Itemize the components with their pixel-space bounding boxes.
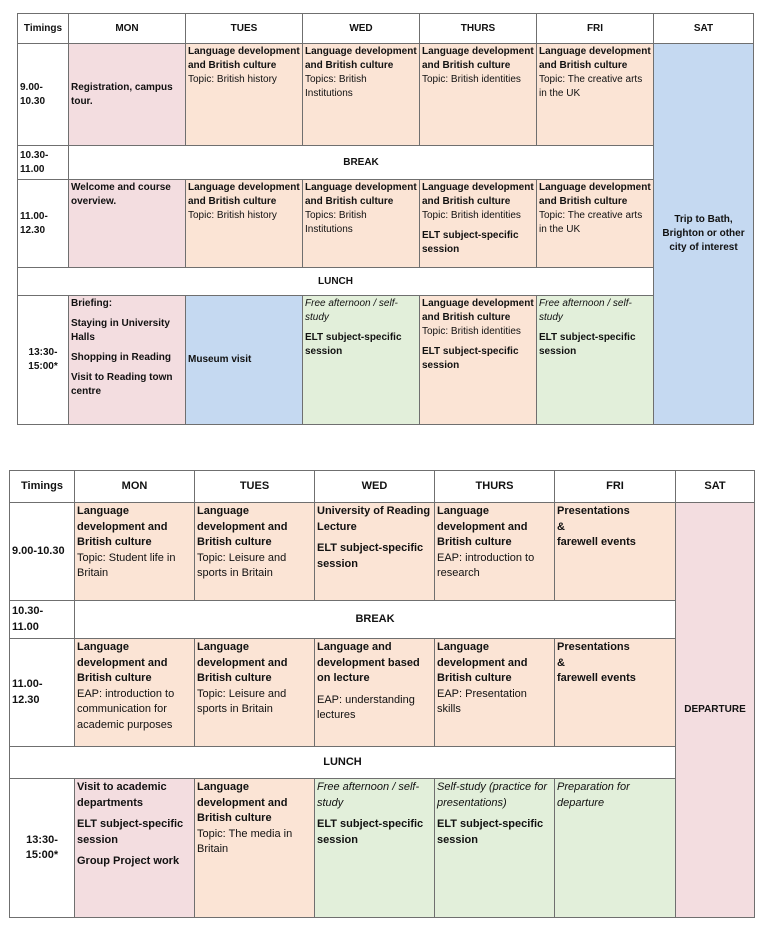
session-item: ELT subject-specific session xyxy=(77,818,184,846)
slot-time: 10.30- 11.00 xyxy=(9,600,75,639)
session-topic: Topic: The creative arts in the UK xyxy=(539,74,643,99)
session-title: Museum visit xyxy=(188,354,252,365)
session-extra: ELT subject-specific session xyxy=(317,542,424,570)
header-sat: SAT xyxy=(675,470,755,503)
slot-time: 10.30- 11.00 xyxy=(17,145,69,180)
tues-session xyxy=(185,295,303,425)
header-timings: Timings xyxy=(17,13,69,44)
session-topic: Topic: The creative arts in the UK xyxy=(539,210,643,235)
session-item: Visit to Reading town centre xyxy=(71,372,173,397)
mon-session xyxy=(74,638,195,747)
session-item: Group Project work xyxy=(77,855,180,867)
break-band: BREAK xyxy=(68,145,654,180)
session-title: Language development and British culture xyxy=(539,46,651,71)
tues-session xyxy=(194,502,315,601)
lunch-band: LUNCH xyxy=(17,267,654,296)
slot-time: 13:30- 15:00* xyxy=(9,778,75,918)
mon-session xyxy=(68,179,186,268)
session-title: Welcome and course overview. xyxy=(71,182,171,207)
session-title: farewell events xyxy=(557,672,636,684)
session-title: Language development and British culture xyxy=(197,641,288,684)
session-title: Self-study (practice for presentations) xyxy=(437,781,548,809)
session-title: Language development and British culture xyxy=(422,46,534,71)
session-topic: EAP: Presentation skills xyxy=(437,687,527,715)
session-topic: Topic: Leisure and sports in Britain xyxy=(197,551,287,579)
sat-trip-label: Trip to Bath, Brighton or other city of interest xyxy=(662,214,745,253)
session-title: Visit to academic departments xyxy=(77,781,167,809)
session-topic: Topics: British Institutions xyxy=(305,74,367,99)
session-topic: EAP: introduction to research xyxy=(437,551,535,579)
wed-session xyxy=(314,638,435,747)
header-thurs: THURS xyxy=(419,13,537,44)
mon-session xyxy=(74,502,195,601)
session-extra: ELT subject-specific session xyxy=(422,230,519,255)
sat-departure-label: DEPARTURE xyxy=(684,704,746,716)
tues-session xyxy=(185,43,303,146)
tues-session xyxy=(194,638,315,747)
session-title: Language development and British culture xyxy=(305,182,417,207)
wed-session xyxy=(314,778,435,918)
header-fri: FRI xyxy=(536,13,654,44)
session-title: Free afternoon / self-study xyxy=(317,781,420,809)
mon-session xyxy=(74,778,195,918)
session-title: Language development and British culture xyxy=(188,182,300,207)
wed-session xyxy=(302,43,420,146)
session-extra: ELT subject-specific session xyxy=(305,332,402,357)
session-extra: ELT subject-specific session xyxy=(437,818,544,846)
session-topic: Topic: British history xyxy=(188,74,277,85)
session-topic: Topic: British identities xyxy=(422,74,521,85)
session-title: Free afternoon / self-study xyxy=(305,298,398,323)
session-topic: Topic: British identities xyxy=(422,326,521,337)
slot-time: 9.00- 10.30 xyxy=(17,43,69,146)
session-title: Briefing: xyxy=(71,298,113,309)
thurs-session xyxy=(434,638,555,747)
session-extra: ELT subject-specific session xyxy=(317,818,424,846)
header-wed: WED xyxy=(314,470,435,503)
tues-session xyxy=(194,778,315,918)
header-sat: SAT xyxy=(653,13,754,44)
session-title: & xyxy=(557,656,565,669)
header-tues: TUES xyxy=(194,470,315,503)
session-topic: Topic: The media in Britain xyxy=(197,827,293,855)
session-topic: EAP: understanding lectures xyxy=(317,693,415,721)
header-timings: Timings xyxy=(9,470,75,503)
session-title: Language development and British culture xyxy=(539,182,651,207)
session-title: Language and development based on lecture xyxy=(317,641,420,684)
wed-session xyxy=(302,295,420,425)
sat-trip xyxy=(653,43,754,425)
mon-session xyxy=(68,295,186,425)
header-thurs: THURS xyxy=(434,470,555,503)
break-band: BREAK xyxy=(74,600,676,639)
fri-session xyxy=(554,638,676,747)
session-title: Preparation for departure xyxy=(557,781,630,809)
session-title: University of Reading Lecture xyxy=(317,505,431,533)
tues-session xyxy=(185,179,303,268)
sat-departure xyxy=(675,502,755,918)
slot-time: 13:30- 15:00* xyxy=(17,295,69,425)
wed-session xyxy=(302,179,420,268)
session-topic: Topic: British identities xyxy=(422,210,521,221)
fri-session xyxy=(554,778,676,918)
thurs-session xyxy=(419,179,537,268)
session-title: Language development and British culture xyxy=(422,182,534,207)
header-mon: MON xyxy=(68,13,186,44)
session-title: Language development and British culture xyxy=(197,781,288,824)
session-title: Language development and British culture xyxy=(77,505,168,548)
session-item: Staying in University Halls xyxy=(71,318,170,343)
session-title: Language development and British culture xyxy=(437,641,528,684)
session-title: Language development and British culture xyxy=(422,298,534,323)
header-tues: TUES xyxy=(185,13,303,44)
session-topic: EAP: introduction to communication for academic purposes xyxy=(77,687,175,731)
session-title: Presentations xyxy=(557,505,630,517)
fri-session xyxy=(554,502,676,601)
fri-session xyxy=(536,295,654,425)
session-title: Language development and British culture xyxy=(305,46,417,71)
wed-session xyxy=(314,502,435,601)
lunch-band: LUNCH xyxy=(9,746,676,779)
thurs-session xyxy=(419,295,537,425)
session-item: Shopping in Reading xyxy=(71,352,171,363)
session-title: farewell events xyxy=(557,536,636,548)
mon-session xyxy=(68,43,186,146)
session-title: Registration, campus tour. xyxy=(71,81,173,107)
fri-session xyxy=(536,179,654,268)
session-title: Free afternoon / self-study xyxy=(539,298,632,323)
thurs-session xyxy=(434,778,555,918)
header-fri: FRI xyxy=(554,470,676,503)
header-wed: WED xyxy=(302,13,420,44)
session-topic: Topic: Student life in Britain xyxy=(77,551,176,579)
session-title: Language development and British culture xyxy=(437,505,528,548)
session-topic: Topic: Leisure and sports in Britain xyxy=(197,687,287,715)
slot-time: 9.00-10.30 xyxy=(9,502,75,601)
slot-time: 11.00- 12.30 xyxy=(9,638,75,747)
session-topic: Topic: British history xyxy=(188,210,277,221)
session-topic: Topics: British Institutions xyxy=(305,210,367,235)
session-extra: ELT subject-specific session xyxy=(422,346,519,371)
session-title: Language development and British culture xyxy=(197,505,288,548)
fri-session xyxy=(536,43,654,146)
header-mon: MON xyxy=(74,470,195,503)
thurs-session xyxy=(434,502,555,601)
session-title: & xyxy=(557,520,565,533)
thurs-session xyxy=(419,43,537,146)
slot-time: 11.00- 12.30 xyxy=(17,179,69,268)
session-extra: ELT subject-specific session xyxy=(539,332,636,357)
session-title: Language development and British culture xyxy=(188,46,300,71)
session-title: Presentations xyxy=(557,641,630,653)
session-title: Language development and British culture xyxy=(77,641,168,684)
